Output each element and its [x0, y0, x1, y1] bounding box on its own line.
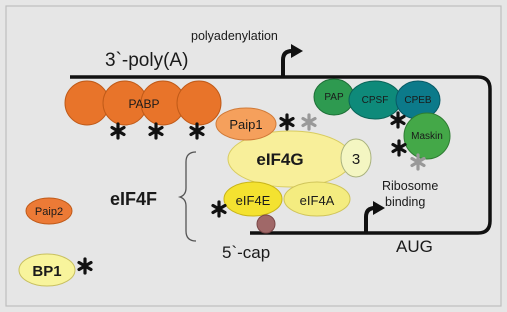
- aug-label: AUG: [396, 237, 433, 256]
- poly-a-label: 3`-poly(A): [105, 50, 189, 71]
- cap-label: 5`-cap: [222, 243, 271, 262]
- paip1-label: Paip1: [229, 117, 263, 132]
- ribosome-binding-label-line1: Ribosome: [382, 179, 439, 193]
- eif4g-label: eIF4G: [256, 150, 304, 169]
- eif4a-label: eIF4A: [299, 193, 335, 208]
- cap-circle: [257, 215, 275, 233]
- cpeb-label: CPEB: [404, 95, 432, 106]
- maskin-label: Maskin: [411, 131, 443, 142]
- eif4f-label: eIF4F: [110, 189, 158, 209]
- eif4e-label: eIF4E: [235, 193, 271, 208]
- pap-label: PAP: [324, 92, 344, 103]
- bp1-label: BP1: [32, 263, 62, 280]
- pabp-label: PABP: [128, 97, 160, 111]
- polyadenylation-label: polyadenylation: [191, 29, 278, 43]
- ribosome-binding-label-line2: binding: [385, 195, 426, 209]
- pabp-circle-1: [65, 81, 109, 125]
- paip2-label: Paip2: [34, 206, 64, 218]
- domain-3-label: 3: [351, 151, 361, 168]
- pabp-circle-4: [177, 81, 221, 125]
- cpsf-label: CPSF: [361, 95, 389, 106]
